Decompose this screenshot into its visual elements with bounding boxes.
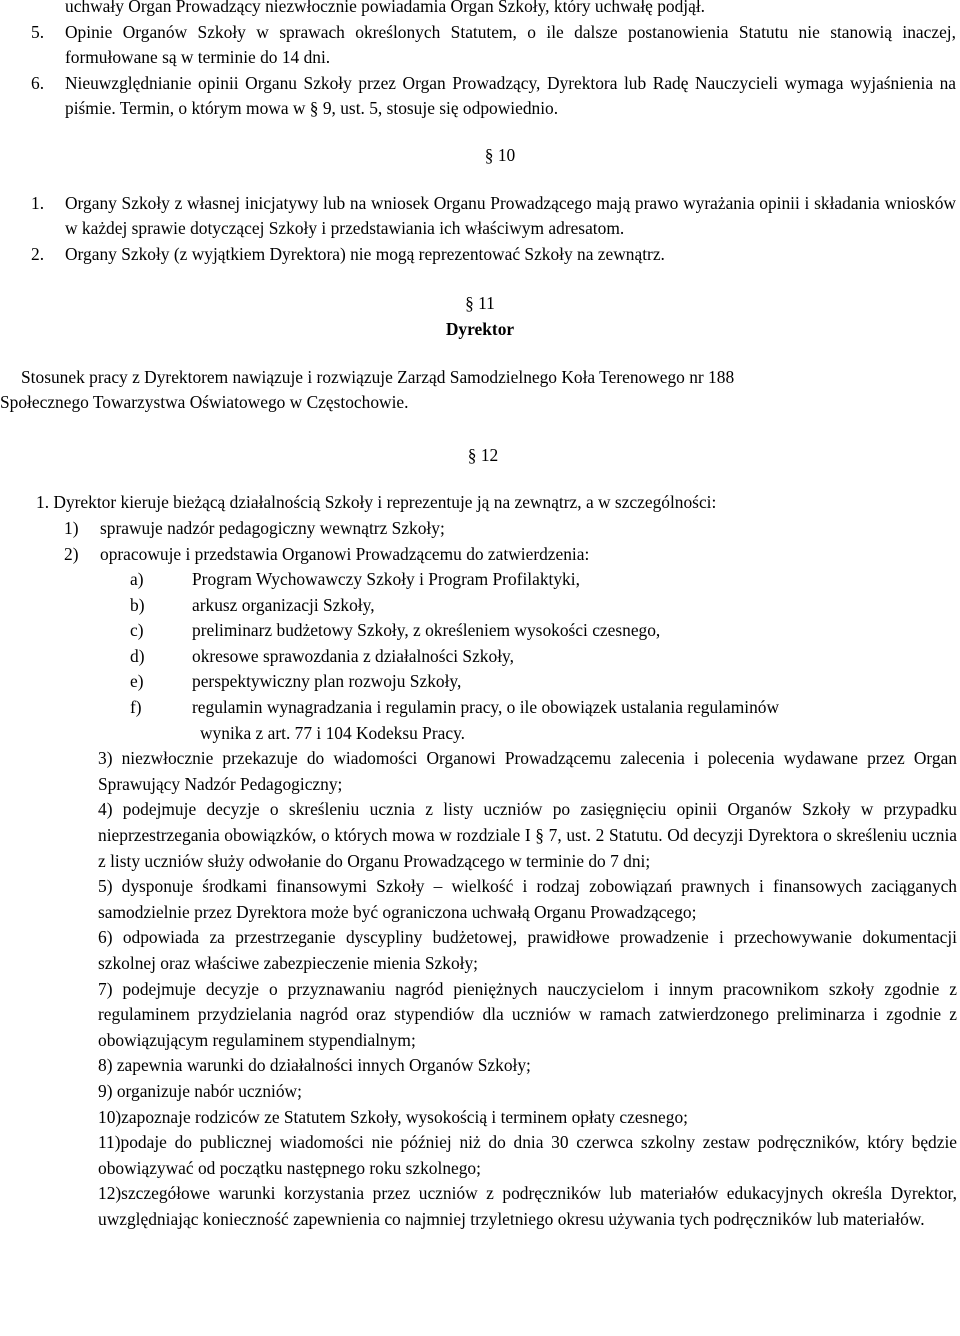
item-number: 2) <box>64 543 79 564</box>
sub-text: okresowe sprawozdania z działalności Szkoły, <box>192 645 514 666</box>
sub-item <box>130 695 960 721</box>
s12-item-6: 6) odpowiada za przestrzeganie dyscypliny budżetowej, prawidłowe prowadzenie i przechowywanie dokumentacji szkolnej oraz właściwe zabezpieczenie mienia Szkoły; <box>98 927 957 973</box>
sub-text: arkusz organizacji Szkoły, <box>192 594 375 615</box>
point-number: 2. <box>31 243 45 264</box>
s11-paragraph-line2: Społecznego Towarzystwa Oświatowego w Częstochowie. <box>0 392 409 413</box>
s10-point-2 <box>31 242 956 268</box>
s12-item-8: 8) zapewnia warunki do działalności innych Organów Szkoły; <box>98 1055 531 1076</box>
s12-item-3: 3) niezwłocznie przekazuje do wiadomości Organowi Prowadzącemu zalecenia i polecenia wydawane przez Organ Sprawujący Nadzór Pedagogiczny; <box>98 748 957 794</box>
sub-letter: c) <box>130 620 144 641</box>
sub-item <box>130 669 960 695</box>
sub-letter: b) <box>130 594 145 615</box>
point-text: Organy Szkoły z własnej inicjatywy lub na wniosek Organu Prowadzącego mają prawo wyrażania opinii i składania wniosków w każdej sprawie dotyczącej Szkoły i przedstawiania ich właściwym adresatom. <box>65 192 956 239</box>
s12-item-4: 4) podejmuje decyzje o skreśleniu ucznia z listy uczniów po zasięgnięciu opinii Organów Szkoły w przypadku nieprzestrzegania obowiązków, o których mowa w rozdziale I § 7, ust. 2 Statutu. Od decyzji Dyrektora o skreśleniu ucznia z listy uczniów służy odwołanie do Organu Prowadzącego w terminie do 7 dni; <box>98 799 957 871</box>
point-text: Nieuwzględnianie opinii Organu Szkoły przez Organ Prowadzący, Dyrektora lub Radę Nauczycieli wymaga wyjaśnienia na piśmie. Termin, o którym mowa w § 9, ust. 5, stosuje się odpowiednio. <box>65 72 956 119</box>
sub-list <box>130 567 960 746</box>
item-text: opracowuje i przedstawia Organowi Prowadzącemu do zatwierdzenia: <box>100 543 590 564</box>
sub-text: Program Wychowawczy Szkoły i Program Profilaktyki, <box>192 569 580 590</box>
paragraph-continuation: uchwały Organ Prowadzący niezwłocznie powiadamia Organ Szkoły, który uchwałę podjął. <box>65 0 706 16</box>
s12-item-11: 11)podaje do publicznej wiadomości nie później niż do dnia 30 czerwca szkolny zestaw podręczników, który będzie obowiązywać od początku następnego roku szkolnego; <box>98 1132 957 1178</box>
section-heading-10: § 10 <box>484 144 516 165</box>
s12-item-7: 7) podejmuje decyzje o przyznawaniu nagród pieniężnych nauczycielom i innym pracownikom szkoły zgodnie z regulaminem przydzielania nagród oraz stypendiów dla uczniów w ramach zatwierdzonego preliminarza i zgodnie z obowiązującym regulaminem stypendialnym; <box>98 978 957 1050</box>
s12-item-1 <box>64 516 960 542</box>
s11-paragraph-line1: Stosunek pracy z Dyrektorem nawiązuje i rozwiązuje Zarząd Samodzielnego Koła Terenowego nr 188 <box>21 366 735 387</box>
sub-text: perspektywiczny plan rozwoju Szkoły, <box>192 671 462 692</box>
sub-item-continuation: wynika z art. 77 i 104 Kodeksu Pracy. <box>200 722 465 743</box>
s10-point-1 <box>31 191 956 242</box>
sub-letter: f) <box>130 697 142 718</box>
section-heading-11: § 11 <box>465 293 495 314</box>
point-number: 1. <box>31 192 45 213</box>
s12-item-2 <box>64 542 960 568</box>
point-6 <box>31 71 956 122</box>
s12-item-12: 12)szczegółowe warunki korzystania przez uczniów z podręczników lub materiałów edukacyjnych określa Dyrektor, uwzględniając konieczność zapewnienia co najmniej trzyletniego okresu używania tych podręczników lub materiałów. <box>98 1183 957 1229</box>
point-number: 6. <box>31 72 45 93</box>
s12-items-3-12 <box>98 746 957 1232</box>
s12-item-5: 5) dysponuje środkami finansowymi Szkoły – wielkość i rodzaj zobowiązań prawnych i finansowych zaciąganych samodzielnie przez Dyrektora może być ograniczona uchwałą Organu Prowadzącego; <box>98 876 957 922</box>
sub-item <box>130 567 960 593</box>
sub-letter: a) <box>130 569 144 590</box>
item-text: sprawuje nadzór pedagogiczny wewnątrz Szkoły; <box>100 517 445 538</box>
sub-letter: d) <box>130 645 145 666</box>
point-text: Organy Szkoły (z wyjątkiem Dyrektora) nie mogą reprezentować Szkoły na zewnątrz. <box>65 243 665 264</box>
item-number: 1) <box>64 517 79 538</box>
sub-item <box>130 618 960 644</box>
sub-text: regulamin wynagradzania i regulamin pracy, o ile obowiązek ustalania regulaminów <box>192 697 780 718</box>
point-number: 5. <box>31 21 45 42</box>
section-heading-12: § 12 <box>467 444 499 465</box>
sub-letter: e) <box>130 671 144 692</box>
s12-point-1: 1. Dyrektor kieruje bieżącą działalnością Szkoły i reprezentuje ją na zewnątrz, a w szczególności: <box>36 492 717 513</box>
point-text: Opinie Organów Szkoły w sprawach określonych Statutem, o ile dalsze postanowienia Statutu nie stanowią inaczej, formułowane są w terminie do 14 dni. <box>65 21 956 68</box>
s12-item-10: 10)zapoznaje rodziców ze Statutem Szkoły, wysokością i terminem opłaty czesnego; <box>98 1106 688 1127</box>
s12-item-9: 9) organizuje nabór uczniów; <box>98 1080 302 1101</box>
sub-item <box>130 593 960 619</box>
sub-text: preliminarz budżetowy Szkoły, z określeniem wysokości czesnego, <box>192 620 661 641</box>
section-title-dyrektor: Dyrektor <box>445 318 515 339</box>
sub-item <box>130 644 960 670</box>
point-5 <box>31 20 956 71</box>
